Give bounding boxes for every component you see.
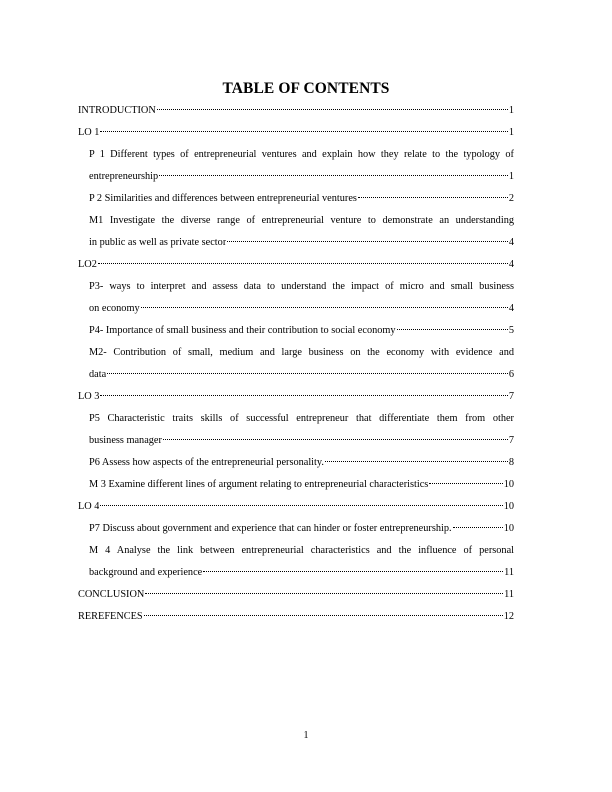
toc-entry-lo3[interactable] <box>78 386 514 408</box>
toc-entry-p5[interactable] <box>89 408 514 452</box>
toc-entry-text: background and experience <box>89 567 203 578</box>
toc-entry-first-line: P3- ways to interpret and assess data to understand the impact of micro and small business <box>89 281 514 292</box>
dot-leader <box>163 439 508 440</box>
toc-entry-text: entrepreneurship <box>89 171 159 182</box>
toc-page-number: 1 <box>508 171 514 182</box>
toc-entry-conclusion[interactable] <box>78 584 514 606</box>
toc-entry-p3[interactable] <box>89 276 514 320</box>
toc-entry-p6[interactable] <box>89 452 514 474</box>
toc-entry-lo2[interactable] <box>78 254 514 276</box>
toc-entry-first-line: P5 Characteristic traits skills of successful entrepreneur that differentiate them from other <box>89 413 514 424</box>
toc-entry-m3[interactable] <box>89 474 514 496</box>
toc-entry-text: LO2 <box>78 259 97 270</box>
dot-leader <box>144 615 503 616</box>
dot-leader <box>100 131 507 132</box>
toc-entry-introduction[interactable] <box>78 100 514 122</box>
dot-leader <box>98 263 508 264</box>
dot-leader <box>227 241 508 242</box>
dot-leader <box>325 461 508 462</box>
toc-page-number: 7 <box>508 391 514 402</box>
toc-entry-references[interactable] <box>78 606 514 628</box>
toc-entry-text: LO 4 <box>78 501 100 512</box>
dot-leader <box>100 395 507 396</box>
toc-entry-text: CONCLUSION <box>78 589 145 600</box>
toc-page-number: 6 <box>508 369 514 380</box>
dot-leader <box>141 307 508 308</box>
toc-entry-text: data <box>89 369 107 380</box>
toc-entry-text: P6 Assess how aspects of the entrepreneurial personality. <box>89 457 324 468</box>
toc-page-number: 10 <box>503 479 514 490</box>
toc-entry-text: P 2 Similarities and differences between entrepreneurial ventures <box>89 193 357 204</box>
dot-leader <box>397 329 508 330</box>
toc-entry-first-line: M 4 Analyse the link between entrepreneurial characteristics and the influence of personal <box>89 545 514 556</box>
dot-leader <box>100 505 502 506</box>
dot-leader <box>145 593 503 594</box>
toc-entry-text: INTRODUCTION <box>78 105 156 116</box>
toc-page-number: 8 <box>508 457 514 468</box>
dot-leader <box>358 197 508 198</box>
toc-entry-first-line: P 1 Different types of entrepreneurial ventures and explain how they relate to the typology of <box>89 149 514 160</box>
toc-entry-first-line: M2- Contribution of small, medium and large business on the economy with evidence and <box>89 347 514 358</box>
toc-page-number: 4 <box>508 259 514 270</box>
toc-page-number: 1 <box>508 105 514 116</box>
toc-entry-text: LO 3 <box>78 391 100 402</box>
dot-leader <box>157 109 508 110</box>
toc-page-number: 11 <box>504 567 514 578</box>
toc-entry-p2[interactable] <box>89 188 514 210</box>
toc-entry-p4[interactable] <box>89 320 514 342</box>
toc-title: TABLE OF CONTENTS <box>222 80 390 97</box>
toc-entry-m1[interactable] <box>89 210 514 254</box>
toc-entry-first-line: M1 Investigate the diverse range of entrepreneurial venture to demonstrate an understanding <box>89 215 514 226</box>
toc-entry-text: in public as well as private sector <box>89 237 227 248</box>
toc-page-number: 12 <box>503 611 514 622</box>
toc-entry-text: LO 1 <box>78 127 100 138</box>
dot-leader <box>159 175 508 176</box>
toc-page-number: 5 <box>508 325 514 336</box>
toc-entry-text: M 3 Examine different lines of argument relating to entrepreneurial characteristics <box>89 479 429 490</box>
toc-entry-text: on economy <box>89 303 140 314</box>
toc-page-number: 10 <box>503 523 514 534</box>
dot-leader <box>429 483 502 484</box>
dot-leader <box>203 571 503 572</box>
toc-entry-m4[interactable] <box>89 540 514 584</box>
toc-page-number: 4 <box>508 237 514 248</box>
dot-leader <box>107 373 508 374</box>
toc-entry-p7[interactable] <box>89 518 514 540</box>
toc-page-number: 2 <box>508 193 514 204</box>
toc-page-number: 4 <box>508 303 514 314</box>
toc-entry-p1[interactable] <box>89 144 514 188</box>
toc-entry-text: P4- Importance of small business and their contribution to social economy <box>89 325 396 336</box>
toc-entry-m2[interactable] <box>89 342 514 386</box>
toc-entry-text: business manager <box>89 435 162 446</box>
toc-page-number: 10 <box>503 501 514 512</box>
table-of-contents <box>78 100 514 628</box>
toc-entry-lo4[interactable] <box>78 496 514 518</box>
toc-page-number: 7 <box>508 435 514 446</box>
toc-page-number: 11 <box>504 589 514 600</box>
toc-entry-text: REREFENCES <box>78 611 143 622</box>
toc-entry-text: P7 Discuss about government and experience that can hinder or foster entrepreneurship. <box>89 523 452 534</box>
toc-page-number: 1 <box>508 127 514 138</box>
toc-entry-lo1[interactable] <box>78 122 514 144</box>
dot-leader <box>453 527 503 528</box>
page-number: 1 <box>303 730 309 741</box>
